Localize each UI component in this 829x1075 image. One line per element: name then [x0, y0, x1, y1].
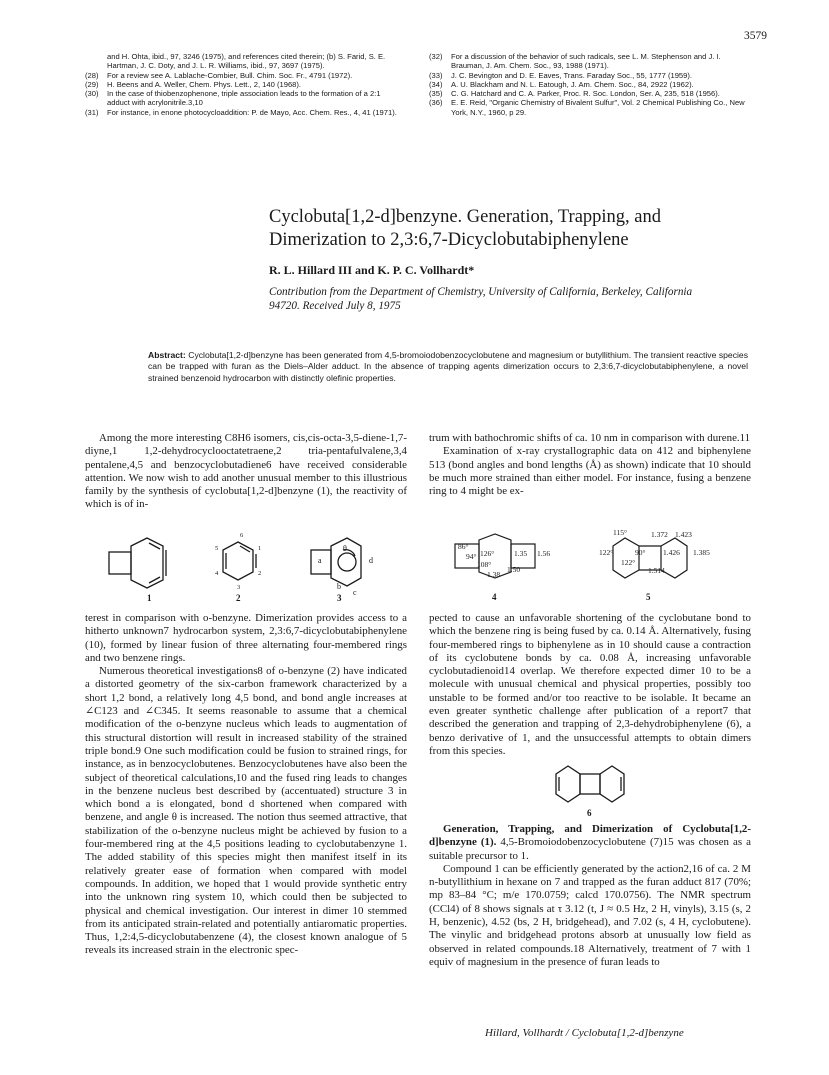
structure-label-6: 6: [587, 808, 592, 818]
reference-item: (33) J. C. Bevington and D. E. Eaves, Trans. Faraday Soc., 55, 1777 (1959).: [429, 70, 693, 80]
structures-1-3-svg: [85, 532, 407, 608]
structure-5-value: 1.423: [675, 530, 692, 539]
structure-5-value: 115°: [613, 528, 627, 537]
structure-5-value: 122°: [621, 558, 636, 567]
structure-4-value: 1.50: [507, 565, 521, 574]
abstract: [148, 350, 748, 384]
structure-2-atom: 2: [258, 570, 262, 577]
structure-label-3: 3: [337, 593, 342, 603]
paragraph: Examination of x-ray crystallographic data on 412 and biphenylene 513 (bond angles and bond lengths (Å) as shown) indicate that 10 should be much more strained than either model. For instance, fusing a benzene ring to 4 might be ex-: [429, 445, 751, 498]
structure-4-value: 1.56: [537, 549, 551, 558]
structure-4-value: 94°: [466, 552, 477, 561]
structure-2-atom: 5: [215, 545, 219, 552]
references-left: [85, 52, 403, 117]
structure-label-5: 5: [646, 592, 651, 602]
structure-2-atom: 1: [258, 545, 262, 552]
abstract-text: Cyclobuta[1,2-d]benzyne has been generated from 4,5-bromoiodobenzocyclobutene and magnesium or butyllithium. The transient reactive species can be trapped with furan as the Diels–Alder adduct. In the absence of trapping agents dimerization occurs to 2,3:6,7-dicyclobutabiphenylene, a novel strained benzenoid hydrocarbon with distinctly olefinic properties.: [148, 350, 748, 383]
reference-item: and H. Ohta, ibid., 97, 3246 (1975), and references cited therein; (b) S. Farid, S. E. Hartman, J. C. Doty, and J. L. R. Williams, ibid., 97, 3697 (1975).: [107, 52, 386, 71]
structure-5-value: 1.514: [648, 566, 665, 575]
structure-6: [540, 760, 640, 824]
structure-3-bond-a: a: [318, 556, 322, 565]
body-column-right-bottom-2: [429, 823, 751, 969]
structure-6-svg: [540, 760, 640, 810]
references-right: [429, 52, 751, 117]
structure-5-value: 122°: [599, 548, 614, 557]
body-column-left-top: [85, 432, 407, 512]
structure-4-value: 1.38: [487, 570, 501, 579]
structure-4-value: 86°: [458, 542, 469, 551]
reference-item: (35) C. G. Hatchard and C. A. Parker, Proc. R. Soc. London, Ser. A, 235, 518 (1956).: [429, 89, 720, 99]
structure-5-value: 90°: [635, 548, 646, 557]
structure-label-4: 4: [492, 592, 497, 602]
paragraph: terest in comparison with o-benzyne. Dimerization provides access to a hitherto unknown7 hydrocarbon system, 2,3:6,7-dicyclobutabiphenylene (10), formed by linear fusion of three alternating four-membered rings and two benzene rings.: [85, 612, 407, 664]
paragraph: pected to cause an unfavorable shortening of the cyclobutane bond to which the benzene ring is being fused by ca. 0.14 Å. Alternatively, fusing four-membered rings to biphenylene as in 10 should cause a contraction of its cyclobutene bonds by ca. 0.08 Å, increasing unfavorable cyclobutadienoid14 overlap. We therefore expected dimer 10 to be a molecule with unusual chemical and physical properties, possibly too unstable to be formed and/or too reactive to be isolable. It became an even greater synthetic challenge after publication of a report7 that described the generation and trapping of 2,3-dehydrobiphenylene (6), a benzo derivative of 1, and the unsuccessful attempts to obtain dimers from this species.: [429, 612, 751, 757]
article-title: Cyclobuta[1,2-d]benzyne. Generation, Trapping, and Dimerization to 2,3:6,7-Dicyclobutabiphenylene: [269, 207, 662, 250]
reference-item: (34) A. U. Blackham and N. L. Eatough, J. Am. Chem. Soc., 84, 2922 (1962).: [429, 79, 694, 89]
page-number: 3579: [744, 30, 767, 42]
body-column-left-bottom: [85, 612, 407, 958]
structures-1-2-3: [85, 532, 407, 608]
structure-4-value: 1.35: [514, 549, 528, 558]
reference-item: (29) H. Beens and A. Weller, Chem. Phys. Lett., 2, 140 (1968).: [85, 79, 302, 89]
structure-2-atom: 6: [240, 532, 244, 539]
structure-5-value: 1.426: [663, 548, 680, 557]
article-authors: R. L. Hillard III and K. P. C. Vollhardt*: [269, 263, 475, 277]
paragraph: Compound 1 can be efficiently generated by the action2,16 of ca. 2 M n-butyllithium in hexane on 7 and trapped as the furan adduct 817 (70%; mp 83–84 °C; m/e 170.0759; calcd 170.0756). The NMR spectrum (CCl4) of 8 shows signals at τ 3.12 (t, J ≈ 0.5 Hz, 2 H, vinyls), 3.15 (s, 2 H, benzenic), 4.52 (bs, 2 H, bridgehead), and 7.02 (s, 4 H, cyclobutene). The vinylic and bridgehead protons absorb at unusually low field as observed in related compounds.18 Alternatively, treatment of 7 with 1 equiv of magnesium in the presence of furan leads to: [429, 862, 751, 968]
body-column-right-bottom: [429, 612, 751, 758]
paragraph: trum with bathochromic shifts of ca. 10 nm in comparison with durene.11: [429, 432, 751, 444]
structure-5-value: 1.385: [693, 548, 710, 557]
structure-3-bond-b: b: [337, 582, 341, 591]
reference-item: (31) For instance, in enone photocycloaddition: P. de Mayo, Acc. Chem. Res., 4, 41 (1971).: [85, 107, 397, 117]
reference-item: (28) For a review see A. Lablache-Combier, Bull. Chim. Soc. Fr., 4791 (1972).: [85, 70, 353, 80]
paragraph: Among the more interesting C8H6 isomers, cis,cis-octa-3,5-diene-1,7-diyne,1 1,2-dehydrocyclooctatetraene,2 tria-pentafulvalene,3,4 pentalene,4,5 and benzocyclobutadiene6 have received considerable attention. We now wish to add another unusual member to this illustrious family by the synthesis of cyclobuta[1,2-d]benzyne (1), the reactivity of which is of in-: [85, 432, 407, 511]
reference-item: (32) For a discussion of the behavior of such radicals, see L. M. Stephenson and J. I. Brauman, J. Am. Chem. Soc., 93, 1988 (1971).: [429, 52, 721, 71]
structure-4-value: 108°: [477, 560, 492, 569]
structure-2-atom: 4: [215, 570, 219, 577]
running-footer: Hillard, Vollhardt / Cyclobuta[1,2-d]benzyne: [485, 1027, 684, 1039]
reference-item: (36) E. E. Reid, "Organic Chemistry of Bivalent Sulfur", Vol. 2 Chemical Publishing Co., New York, N.Y., 1960, p 29.: [429, 98, 745, 117]
structure-label-2: 2: [236, 593, 241, 603]
paragraph: Numerous theoretical investigations8 of o-benzyne (2) have indicated a distorted geometry of the six-carbon framework characterized by a short 1,2 bond, a relatively long 4,5 bond, and bond angle increases at ∠C123 and ∠C345. It seems reasonable to assume that a chemical modification of the o-benzyne nucleus which leads to augmentation of this structural distortion will result in increased stability of the strained triple bond.9 One such modification could be fusion to strained rings, for instance, as in benzocyclobutenes. Benzocyclobutenes have also been the subject of theoretical calculations,10 and the fused ring leads to changes in the benzene nucleus best described by (accentuated) structure 3 in which bond a is elongated, bond d shortened when compared with benzene, and angle θ is increased. The notion thus seemed attractive, that stabilization of the o-benzyne nucleus might be achieved by fusion to a four-membered ring at the 4,5 positions leading to cyclobutabenzyne 1. The added stability of this species might then manifest itself in its relatively greater ease of formation when compared with model compounds. In addition, we hoped that 1 would provide synthetic entry into the unknown ring system 10, which could then be subjected to physical and chemical investigation. Our interest in dimer 10 stemmed from its anticipated strain-related and potentially antiaromatic properties. Thus, 1,2:4,5-dicyclobutabenzene (4), the closest known analogue of 5 reveals its increased strain in the electronic spec-: [85, 665, 407, 957]
section-heading: Generation, Trapping, and Dimerization of Cyclobuta[1,2-d]benzyne (1).: [429, 823, 751, 849]
structures-4-5-svg: [429, 532, 751, 608]
structure-3-bond-d: d: [369, 556, 373, 565]
structures-4-5: [429, 528, 751, 608]
paragraph: [429, 823, 751, 863]
abstract-label: Abstract:: [148, 350, 186, 360]
reference-item: (30) In the case of thiobenzophenone, triple association leads to the formation of a 2:1 adduct with acrylonitrile.3,10: [85, 89, 381, 108]
section-text: 4,5-Bromoiodobenzocyclobutene (7)15 was chosen as a suitable precursor to 1.: [429, 836, 751, 862]
article-affiliation: Contribution from the Department of Chemistry, University of California, Berkeley, California 94720. Received July 8, 1975: [269, 286, 693, 312]
structure-3-angle-theta: θ: [343, 544, 347, 553]
structure-3-bond-c: c: [353, 588, 357, 597]
body-column-right-top: [429, 432, 751, 498]
structure-2-atom: 3: [237, 584, 241, 591]
structure-5-value: 1.372: [651, 530, 668, 539]
structure-4-value: 126°: [480, 549, 495, 558]
structure-label-1: 1: [147, 593, 152, 603]
